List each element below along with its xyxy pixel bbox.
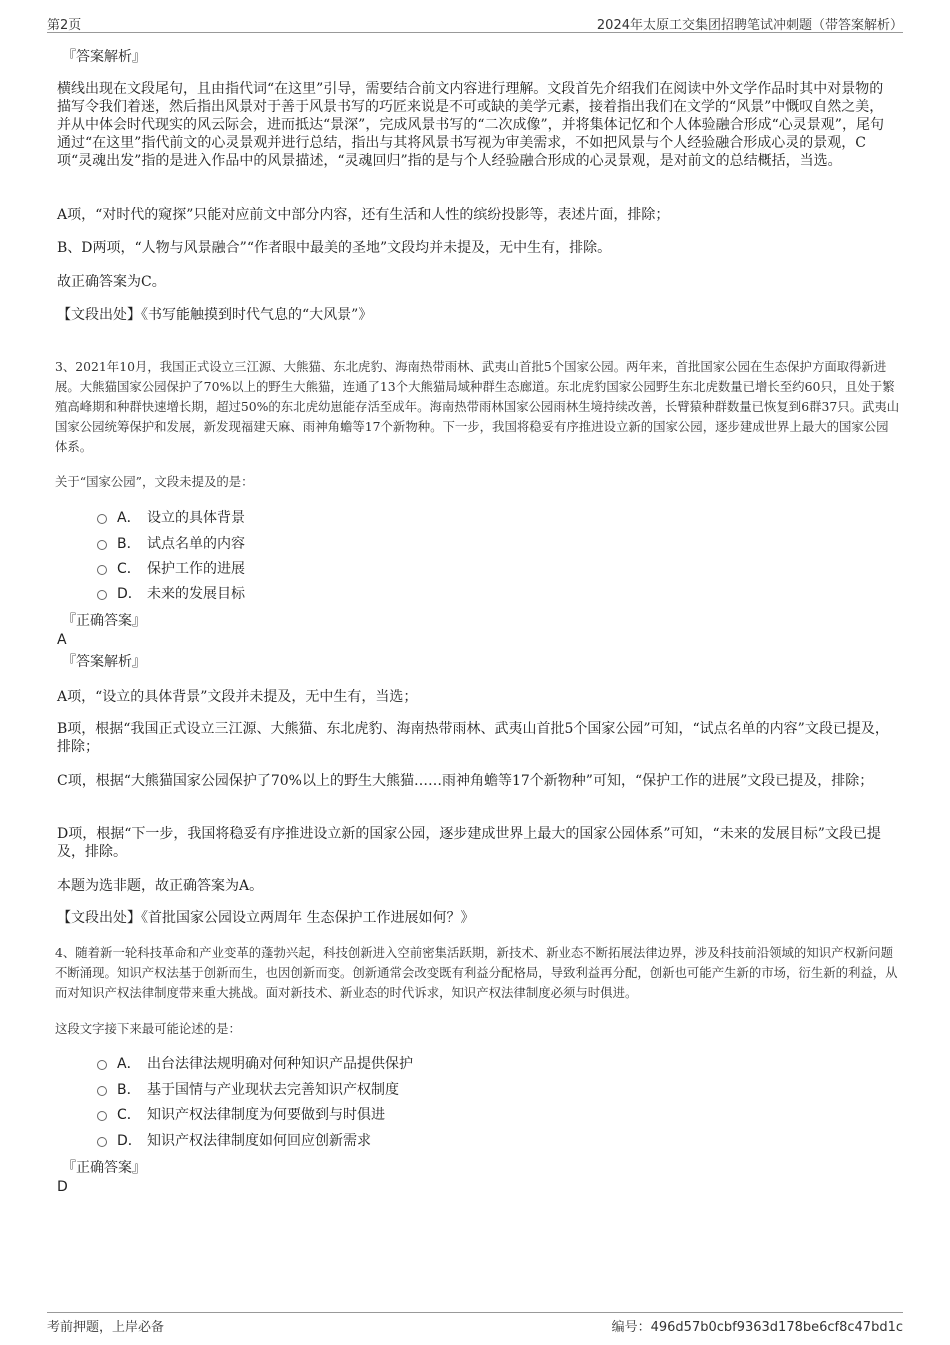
footer-slogan: 考前押题，上岸必备 [47,1320,165,1335]
radio-icon[interactable] [97,1137,107,1147]
passage-source: 【文段出处】《书写能触摸到时代气息的“大风景”》 [57,307,373,323]
correct-answer-label: 『正确答案』 [62,1160,146,1176]
radio-icon[interactable] [97,1060,107,1070]
radio-icon[interactable] [97,1086,107,1096]
analysis-option-d: D项，根据“下一步，我国将稳妥有序推进设立新的国家公园，逐步建成世界上最大的国家公园体系”可知，“未来的发展目标”文段已提及，排除。 [57,826,881,860]
radio-icon[interactable] [97,540,107,550]
analysis-option-a: A项，“设立的具体背景”文段并未提及，无中生有，当选； [57,689,418,705]
question-4-text: 4、随着新一轮科技革命和产业变革的蓬勃兴起，科技创新进入空前密集活跃期，新技术、新业态不断拓展法律边界，涉及科技前沿领域的知识产权新问题不断涌现。知识产权法基于创新而生，也因创新而变。创新通常会改变既有利益分配格局，导致利益再分配，创新也可能产生新的市场，衍生新的利益，从而对知识产权法律制度带来重大挑战。面对新技术、新业态的时代诉求，知识产权法律制度必须与时俱进。 [55,945,898,1000]
document-code: 编号：496d57b0cbf9363d178be6cf8c47bd1c [611,1320,903,1335]
question-3-prompt: 关于“国家公园”，文段未提及的是： [55,474,254,489]
question-4-option-b[interactable]: B． 基于国情与产业现状去完善知识产权制度 [97,1079,399,1099]
radio-icon[interactable] [97,1111,107,1121]
question-3-option-a[interactable]: A． 设立的具体背景 [97,507,245,527]
correct-answer-label: 『正确答案』 [62,613,146,629]
question-3-text: 3、2021年10月，我国正式设立三江源、大熊猫、东北虎豹、海南热带雨林、武夷山首批5个国家公园。两年来，首批国家公园在生态保护方面取得新进展。大熊猫国家公园保护了70%以上的野生大熊猫，连通了13个大熊猫局域种群生态廊道。东北虎豹国家公园野生东北虎数量已增长至约60只，且处于繁殖高峰期和种群快速增长期，超过50%的东北虎幼崽能存活至成年。海南热带雨林国家公园雨林生境持续改善，长臂猿种群数量已恢复到6群37只。武夷山国家公园统筹保护和发展，新发现福建天麻、雨神角蟾等17个新物种。下一步，我国将稳妥有序推进设立新的国家公园，逐步建成世界上最大的国家公园体系。 [55,359,900,454]
question-3-option-c[interactable]: C． 保护工作的进展 [97,558,245,578]
document-title: 2024年太原工交集团招聘笔试冲刺题（带答案解析） [596,18,903,33]
correct-answer: A [57,632,67,648]
analysis-conclusion: 故正确答案为C。 [57,274,166,290]
page-footer [47,1312,903,1337]
radio-icon[interactable] [97,565,107,575]
analysis-option-bd: B、D两项，“人物与风景融合”“作者眼中最美的圣地”文段均并未提及，无中生有，排除。 [57,240,612,256]
question-3-option-d[interactable]: D． 未来的发展目标 [97,583,245,603]
question-4-option-c[interactable]: C． 知识产权法律制度为何要做到与时俱进 [97,1104,385,1124]
analysis-conclusion: 本题为选非题，故正确答案为A。 [57,878,264,894]
question-4-option-d[interactable]: D． 知识产权法律制度如何回应创新需求 [97,1130,371,1150]
correct-answer: D [57,1179,68,1195]
analysis-option-c: C项，根据“大熊猫国家公园保护了70%以上的野生大熊猫……雨神角蟾等17个新物种”可知，“保护工作的进展”文段已提及，排除； [57,773,874,789]
page-number: 第2页 [47,18,82,33]
analysis-label: 『答案解析』 [62,654,146,670]
analysis-option-a: A项，“对时代的窥探”只能对应前文中部分内容，还有生活和人性的缤纷投影等，表述片面，排除； [57,207,670,223]
question-4-prompt: 这段文字接下来最可能论述的是： [55,1021,241,1036]
passage-source: 【文段出处】《首批国家公园设立两周年 生态保护工作进展如何？》 [57,910,475,926]
analysis-option-b: B项，根据“我国正式设立三江源、大熊猫、东北虎豹、海南热带雨林、武夷山首批5个国家公园”可知，“试点名单的内容”文段已提及，排除； [57,721,889,755]
radio-icon[interactable] [97,590,107,600]
analysis-label: 『答案解析』 [62,49,146,65]
question-4-option-a[interactable]: A． 出台法律法规明确对何种知识产品提供保护 [97,1053,413,1073]
analysis-paragraph: 横线出现在文段尾句，且由指代词“在这里”引导，需要结合前文内容进行理解。文段首先介绍我们在阅读中外文学作品时其中对景物的描写令我们着迷，然后指出风景对于善于风景书写的巧匠来说是不可或缺的美学元素，接着指出我们在文学的“风景”中慨叹自然之美，并从中体会时代现实的风云际会，进而抵达“景深”，完成风景书写的“二次成像”，并将集体记忆和个人体验融合形成“心灵景观”，尾句通过“在这里”指代前文的心灵景观并进行总结，指出与其将风景书写视为审美需求，不如把风景与个人经验融合形成心灵的景观，C项“灵魂出发”指的是进入作品中的风景描述，“灵魂回归”指的是与个人经验融合形成的心灵景观，是对前文的总结概括，当选。 [57,81,884,169]
page-header [47,12,903,33]
question-3-option-b[interactable]: B． 试点名单的内容 [97,533,245,553]
radio-icon[interactable] [97,514,107,524]
